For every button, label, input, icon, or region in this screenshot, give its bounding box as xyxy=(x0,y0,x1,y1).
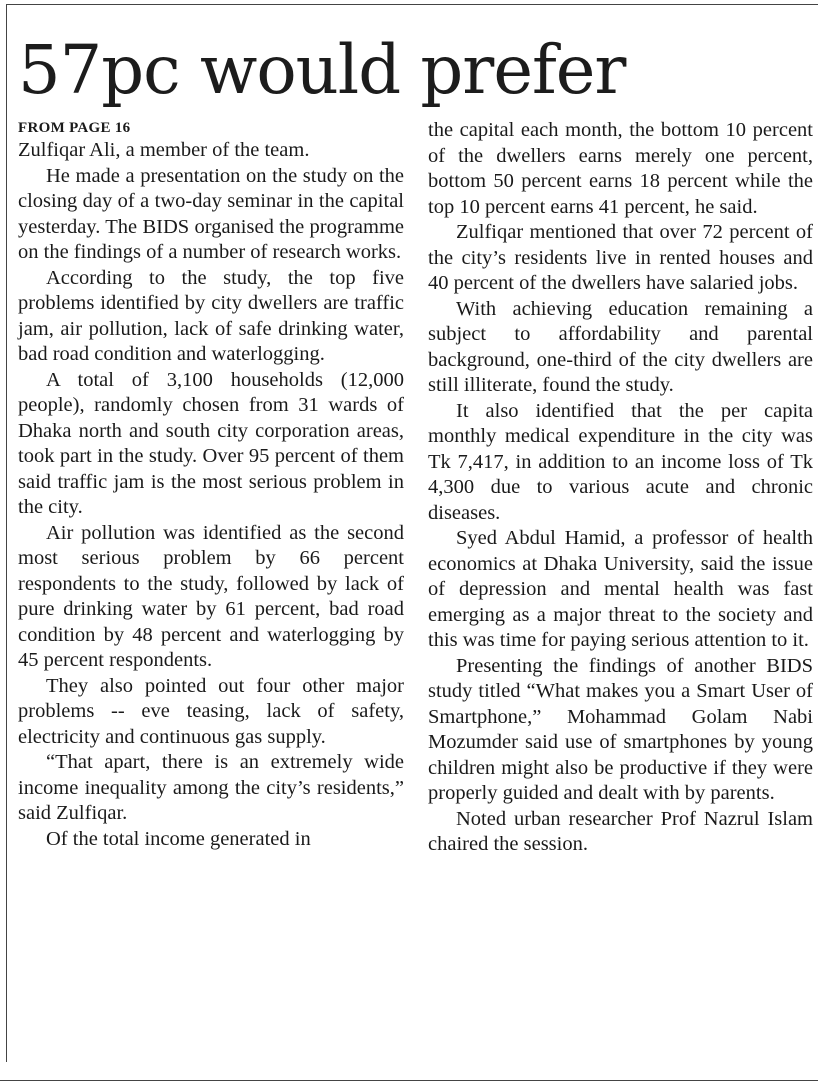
article-column-right xyxy=(428,118,813,858)
paragraph: Zulfiqar mentioned that over 72 percent of the city’s residents live in rented houses and 40 percent of the dwellers have salaried jobs. xyxy=(428,221,813,294)
top-rule xyxy=(6,4,818,5)
continued-from-label: FROM PAGE 16 xyxy=(18,120,131,136)
paragraph: With achieving education remaining a subject to affordability and parental background, one-third of the city dwellers are still illiterate, found the study. xyxy=(428,297,813,396)
paragraph: He made a presentation on the study on the closing day of a two-day seminar in the capital yesterday. The BIDS organised the programme on the findings of a number of research works. xyxy=(18,164,404,263)
paragraph: the capital each month, the bottom 10 percent of the dwellers earns merely one percent, bottom 50 percent earns 18 percent while the top 10 percent earns 41 percent, he said. xyxy=(428,119,813,218)
paragraph: A total of 3,100 households (12,000 people), randomly chosen from 31 wards of Dhaka north and south city corporation areas, took part in the study. Over 95 percent of them said traffic jam is the most serious problem in the city. xyxy=(18,368,404,518)
paragraph: Noted urban researcher Prof Nazrul Islam chaired the session. xyxy=(428,807,813,855)
paragraph: Presenting the findings of another BIDS study titled “What makes you a Smart User of Smartphone,” Mohammad Golam Nabi Mozumder said use of smartphones by young children might also be productive if they were properly guided and dealt with by parents. xyxy=(428,654,813,804)
paragraph: According to the study, the top five problems identified by city dwellers are traffic jam, air pollution, lack of safe drinking water, bad road condition and waterlogging. xyxy=(18,266,404,365)
left-rule xyxy=(6,4,7,1062)
paragraph: It also identified that the per capita monthly medical expenditure in the city was Tk 7,417, in addition to an income loss of Tk 4,300 due to various acute and chronic diseases. xyxy=(428,399,813,524)
paragraph: Of the total income generated in xyxy=(46,827,311,850)
bottom-rule xyxy=(0,1080,818,1081)
paragraph: Syed Abdul Hamid, a professor of health economics at Dhaka University, said the issue of depression and mental health was fast emerging as a major threat to the society and this was time for paying serious attention to it. xyxy=(428,527,813,651)
article-column-left xyxy=(18,118,404,852)
headline: 57pc would prefer xyxy=(18,31,626,109)
paragraph: “That apart, there is an extremely wide income inequality among the city’s residents,” said Zulfiqar. xyxy=(18,751,404,824)
paragraph: They also pointed out four other major problems -- eve teasing, lack of safety, electricity and continuous gas supply. xyxy=(18,674,404,748)
paragraph: Air pollution was identified as the second most serious problem by 66 percent respondents to the study, followed by lack of pure drinking water by 61 percent, bad road condition by 48 percent and waterlogging by 45 percent respondents. xyxy=(18,521,404,671)
paragraph: Zulfiqar Ali, a member of the team. xyxy=(18,139,310,161)
